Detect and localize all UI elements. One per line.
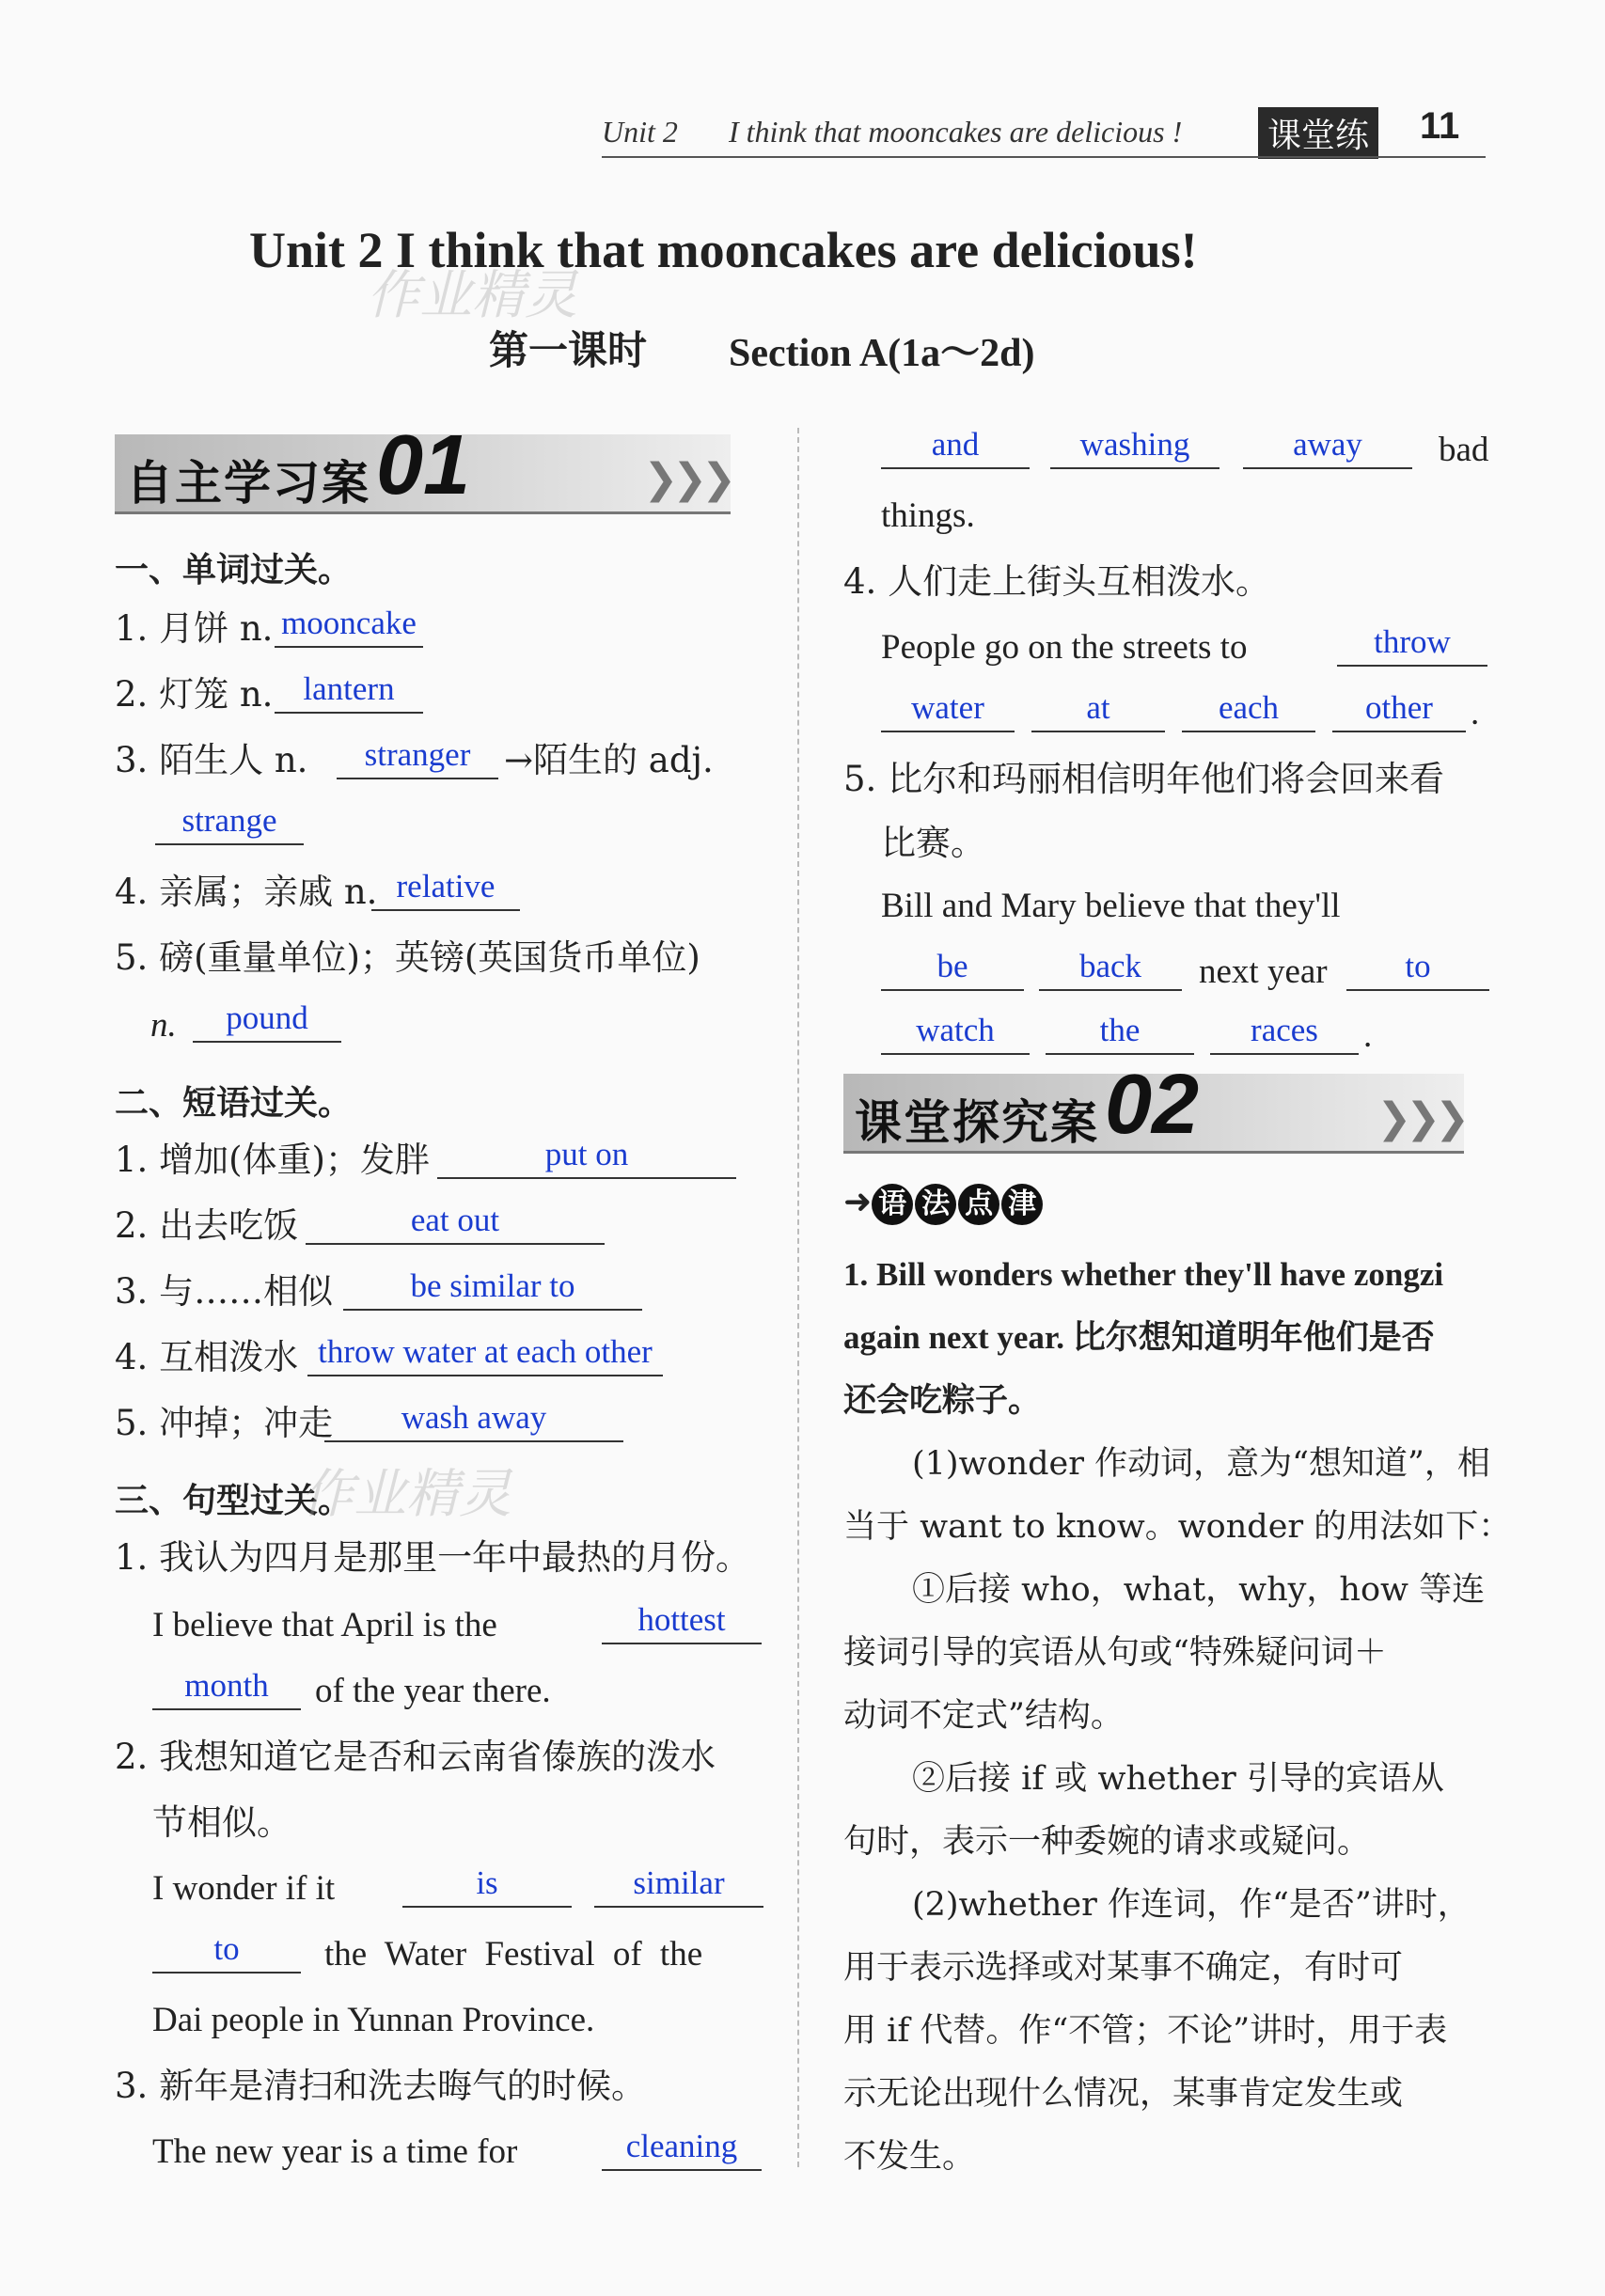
grammar-char: 津 [1001, 1184, 1043, 1225]
phrase-q4: 4. 互相泼水 [115, 1337, 299, 1377]
page-number: 11 [1420, 105, 1460, 147]
answer-blank[interactable]: at [1031, 691, 1165, 732]
section-banner-02 [843, 1058, 1464, 1154]
sentence-q3-en3: things. [881, 496, 975, 535]
grammar-para: ②后接 if 或 whether 引导的宾语从 [912, 1760, 1444, 1798]
grammar-para: ①后接 who，what，why，how 等连 [912, 1571, 1486, 1609]
vocab-q5-pos: n. [150, 1006, 177, 1045]
answer-blank[interactable]: throw [1337, 625, 1487, 667]
answer-blank[interactable]: be similar to [343, 1269, 642, 1311]
header-rule [602, 156, 1486, 158]
grammar-char: 点 [958, 1184, 999, 1225]
phrase-q1: 1. 增加(体重)；发胖 [115, 1140, 430, 1180]
sentence-q4-cn: 4. 人们走上街头互相泼水。 [843, 561, 1271, 602]
sentence-q2-cn2: 节相似。 [152, 1802, 291, 1843]
answer-blank[interactable]: other [1332, 691, 1466, 732]
header-title: I think that mooncakes are delicious ! [729, 115, 1183, 149]
answer-blank[interactable]: pound [193, 1001, 341, 1043]
page-title: Unit 2 I think that mooncakes are delicious! [249, 222, 1198, 278]
sentence-q2-cn: 2. 我想知道它是否和云南省傣族的泼水 [115, 1737, 716, 1777]
vocab-q4: 4. 亲属；亲戚 n. [115, 872, 378, 912]
header-badge: 课堂练 [1258, 107, 1378, 159]
grammar-point1-line1: 1. Bill wonders whether they'll have zongzi [843, 1256, 1444, 1293]
answer-blank[interactable]: cleaning [602, 2130, 762, 2171]
answer-blank[interactable]: to [152, 1932, 301, 1974]
section-banner-label: 课堂探究案 [855, 1095, 1099, 1150]
vocab-q3-mid: →陌生的 adj. [504, 740, 714, 780]
section-banner-01 [115, 418, 731, 514]
answer-blank[interactable]: wash away [324, 1401, 623, 1442]
grammar-point1-line3: 还会吃粽子。 [843, 1382, 1042, 1419]
answer-blank[interactable]: relative [371, 870, 520, 911]
grammar-char: 语 [872, 1184, 913, 1225]
grammar-point1-line2: again next year. 比尔想知道明年他们是否 [843, 1319, 1435, 1356]
watermark: 作业精灵 [367, 265, 577, 326]
answer-blank[interactable]: washing [1050, 428, 1219, 469]
answer-blank[interactable]: throw water at each other [307, 1335, 663, 1376]
grammar-para: (1)wonder 作动词，意为“想知道”，相 [912, 1445, 1490, 1483]
sentence-q1-en2: of the year there. [315, 1672, 551, 1710]
answer-blank[interactable]: each [1182, 691, 1315, 732]
answer-blank[interactable]: water [881, 691, 1015, 732]
answer-blank[interactable]: eat out [306, 1203, 605, 1245]
sentence-q4-end: . [1471, 694, 1480, 732]
answer-blank[interactable]: watch [881, 1014, 1030, 1055]
section-banner-number: 01 [376, 418, 471, 512]
vocab-q1: 1. 月饼 n. [115, 608, 274, 649]
grammar-para: 句时，表示一种委婉的请求或疑问。 [843, 1823, 1371, 1861]
answer-blank[interactable]: similar [594, 1866, 763, 1908]
sentence-q5-cn2: 比赛。 [881, 823, 985, 863]
arrow-icon: ➜ [843, 1183, 873, 1221]
answer-blank[interactable]: mooncake [275, 606, 423, 648]
sentence-q3-cn: 3. 新年是清扫和洗去晦气的时候。 [115, 2066, 647, 2106]
sentence-q4-en: People go on the streets to [881, 628, 1248, 667]
grammar-char: 法 [915, 1184, 956, 1225]
answer-blank[interactable]: hottest [602, 1603, 762, 1644]
phrase-q3: 3. 与……相似 [115, 1271, 334, 1312]
grammar-para: 动词不定式”结构。 [843, 1697, 1124, 1735]
answer-blank[interactable]: put on [437, 1138, 736, 1179]
answer-blank[interactable]: back [1039, 950, 1182, 991]
grammar-para: 示无论出现什么情况，某事肯定发生或 [843, 2075, 1404, 2113]
answer-blank[interactable]: to [1346, 950, 1489, 991]
answer-blank[interactable]: month [152, 1669, 301, 1710]
answer-blank[interactable]: lantern [275, 672, 423, 714]
sentence-q5-end: . [1363, 1016, 1373, 1055]
subtitle-cn: 第一课时 [489, 327, 648, 373]
grammar-para: 用 if 代替。作“不管；不论”讲时，用于表 [843, 2012, 1448, 2050]
answer-blank[interactable]: and [881, 428, 1030, 469]
sentence-q2-en: I wonder if it [152, 1869, 336, 1908]
chevrons-icon: ❯❯❯ [643, 455, 731, 503]
grammar-para: 接词引导的宾语从句或“特殊疑问词＋ [843, 1634, 1387, 1672]
grammar-para: 当于 want to know。wonder 的用法如下： [843, 1508, 1512, 1546]
vocab-q5: 5. 磅(重量单位)；英镑(英国货币单位) [115, 937, 700, 978]
grammar-para: (2)whether 作连词，作“是否”讲时， [912, 1886, 1471, 1924]
sentence-q1-en: I believe that April is the [152, 1606, 497, 1644]
answer-blank[interactable]: races [1210, 1014, 1359, 1055]
vocab-q3: 3. 陌生人 n. [115, 740, 308, 780]
sentences-heading: 三、句型过关。 [115, 1482, 353, 1520]
phrase-q5: 5. 冲掉；冲走 [115, 1403, 334, 1443]
answer-blank[interactable]: be [881, 950, 1024, 991]
section-banner-number: 02 [1105, 1058, 1200, 1152]
sentence-q5-en: Bill and Mary believe that they'll [881, 887, 1341, 925]
chevrons-icon: ❯❯❯ [1377, 1094, 1464, 1142]
sentence-q5-en2: next year [1199, 952, 1328, 991]
section-banner-label: 自主学习案 [126, 456, 370, 511]
sentence-q3-en2: bad [1439, 431, 1489, 469]
answer-blank[interactable]: the [1046, 1014, 1194, 1055]
sentence-q2-en2: the Water Festival of the [324, 1935, 703, 1974]
phrases-heading: 二、短语过关。 [115, 1084, 353, 1123]
column-divider [797, 428, 799, 2167]
grammar-para: 用于表示选择或对某事不确定，有时可 [843, 1949, 1404, 1987]
answer-blank[interactable]: strange [155, 804, 304, 845]
vocab-heading: 一、单词过关。 [115, 551, 353, 590]
sentence-q2-en3: Dai people in Yunnan Province. [152, 2001, 595, 2039]
vocab-q2: 2. 灯笼 n. [115, 674, 274, 715]
sentence-q5-cn: 5. 比尔和玛丽相信明年他们将会回来看 [843, 759, 1445, 799]
subtitle-en: Section A(1a～2d) [729, 332, 1035, 375]
phrase-q2: 2. 出去吃饭 [115, 1205, 299, 1246]
watermark: 作业精灵 [301, 1464, 511, 1525]
header-unit: Unit 2 [602, 115, 678, 149]
sentence-q1-cn: 1. 我认为四月是那里一年中最热的月份。 [115, 1537, 751, 1578]
answer-blank[interactable]: away [1243, 428, 1412, 469]
grammar-para: 不发生。 [843, 2138, 976, 2176]
grammar-label [843, 1183, 1045, 1225]
sentence-q3-en: The new year is a time for [152, 2132, 518, 2171]
answer-blank[interactable]: is [402, 1866, 572, 1908]
answer-blank[interactable]: stranger [337, 738, 498, 779]
